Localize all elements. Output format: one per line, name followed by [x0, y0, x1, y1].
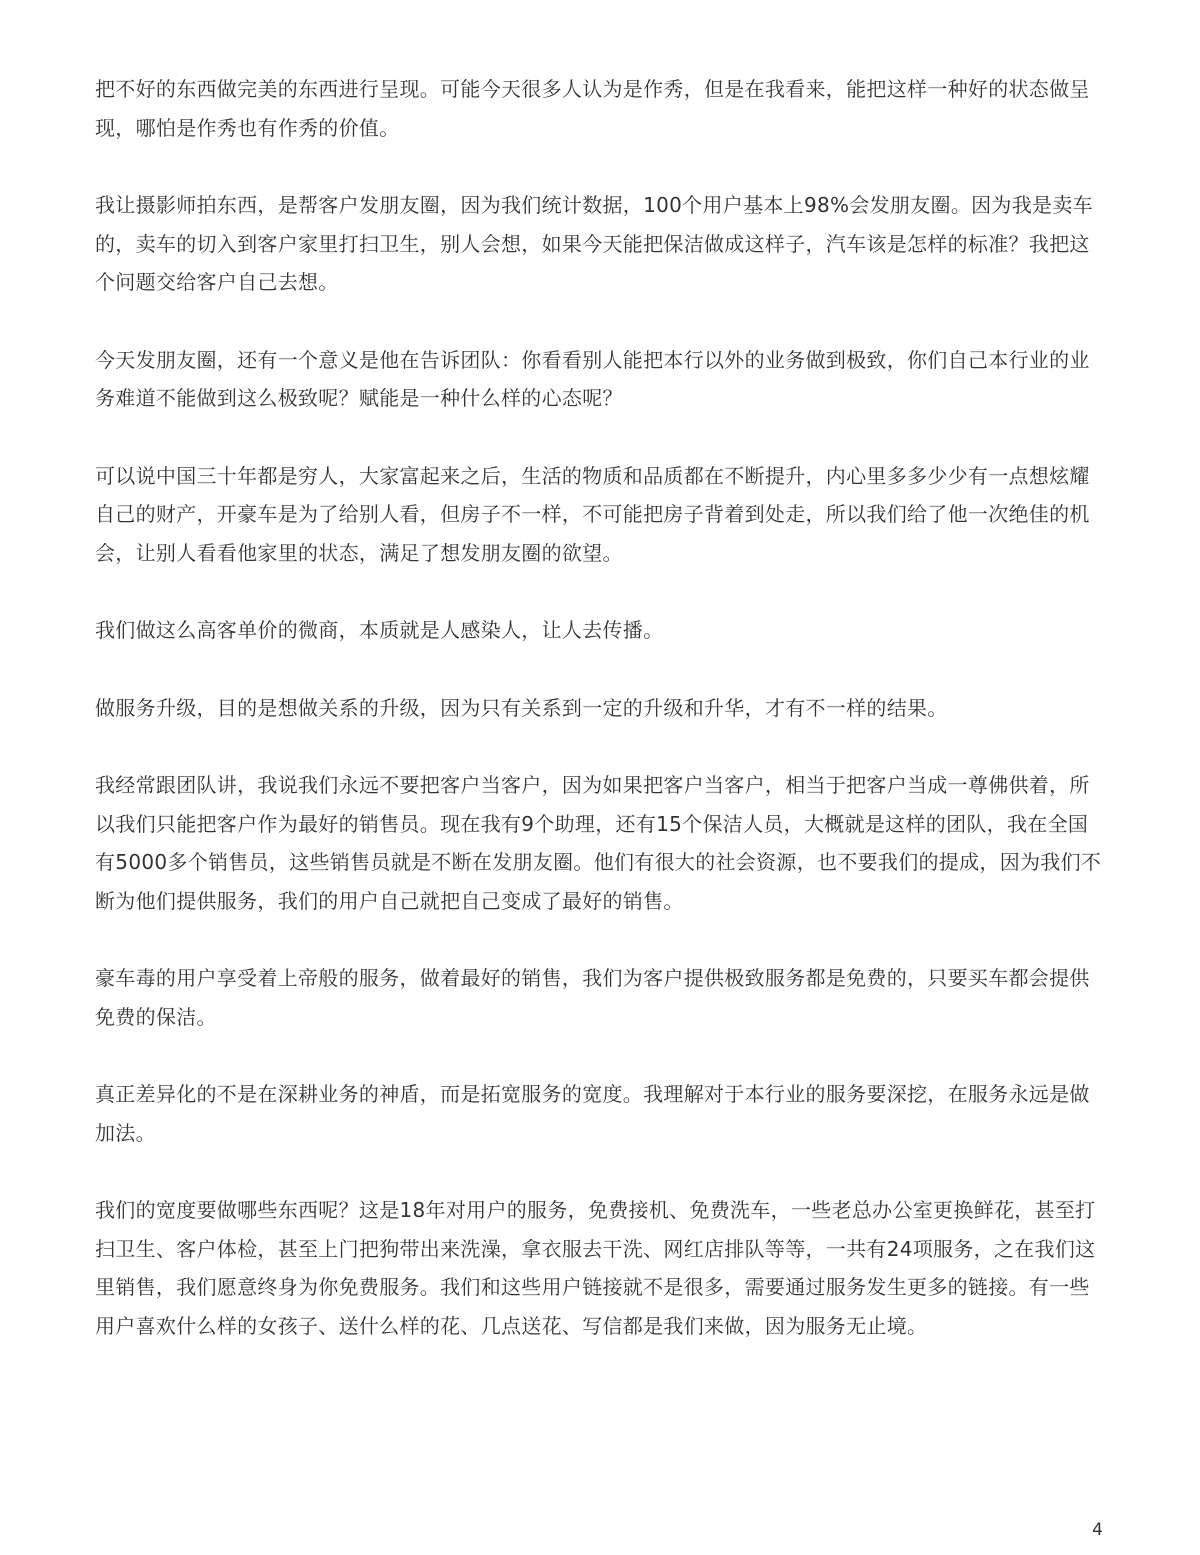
- paragraph-3: 今天发朋友圈，还有一个意义是他在告诉团队：你看看别人能把本行以外的业务做到极致，你们自己本行业的业务难道不能做到这么极致呢？赋能是一种什么样的心态呢？: [95, 347, 1090, 410]
- paragraph-4: 可以说中国三十年都是穷人，大家富起来之后，生活的物质和品质都在不断提升，内心里多多少少有一点想炫耀自己的财产，开豪车是为了给别人看，但房子不一样，不可能把房子背着到处走，所以我们给了他一次绝佳的机会，让别人看看他家里的状态，满足了想发朋友圈的欲望。: [95, 463, 1090, 565]
- paragraph-2: 我让摄影师拍东西，是帮客户发朋友圈，因为我们统计数据，100个用户基本上98%会发朋友圈。因为我是卖车的，卖车的切入到客户家里打扫卫生，别人会想，如果今天能把保洁做成这样子，汽车该是怎样的标准？我把这个问题交给客户自己去想。: [95, 193, 1093, 294]
- paragraph-9: 真正差异化的不是在深耕业务的神盾，而是拓宽服务的宽度。我理解对于本行业的服务要深挖，在服务永远是做加法。: [95, 1082, 1090, 1145]
- paragraph-5: 我们做这么高客单价的微商，本质就是人感染人，让人去传播。: [95, 618, 664, 642]
- paragraph-7: 我经常跟团队讲，我说我们永远不要把客户当客户，因为如果把客户当客户，相当于把客户当成一尊佛供着，所以我们只能把客户作为最好的销售员。现在我有9个助理，还有15个保洁人员，大概就是这样的团队，我在全国有5000多个销售员，这些销售员就是不断在发朋友圈。他们有很大的社会资源，也不要我们的提成，因为我们不断为他们提供服务，我们的用户自己就把自己变成了最好的销售。: [95, 773, 1102, 913]
- paragraph-1: 把不好的东西做完美的东西进行呈现。可能今天很多人认为是作秀，但是在我看来，能把这样一种好的状态做呈现，哪怕是作秀也有作秀的价值。: [95, 77, 1090, 140]
- paragraph-8: 豪车毒的用户享受着上帝般的服务，做着最好的销售，我们为客户提供极致服务都是免费的，只要买车都会提供免费的保洁。: [95, 966, 1090, 1029]
- page-number: 4: [1092, 1520, 1103, 1540]
- paragraph-6: 做服务升级，目的是想做关系的升级，因为只有关系到一定的升级和升华，才有不一样的结果。: [95, 695, 948, 720]
- paragraph-10: 我们的宽度要做哪些东西呢？这是18年对用户的服务，免费接机、免费洗车，一些老总办公室更换鲜花，甚至打扫卫生、客户体检，甚至上门把狗带出来洗澡，拿衣服去干洗、网红店排队等等，一共有24项服务，之在我们这里销售，我们愿意终身为你免费服务。我们和这些用户链接就不是很多，需要通过服务发生更多的链接。有一些用户喜欢什么样的女孩子、送什么样的花、几点送花、写信都是我们来做，因为服务无止境。: [95, 1198, 1096, 1338]
- document-body: [95, 70, 1105, 1384]
